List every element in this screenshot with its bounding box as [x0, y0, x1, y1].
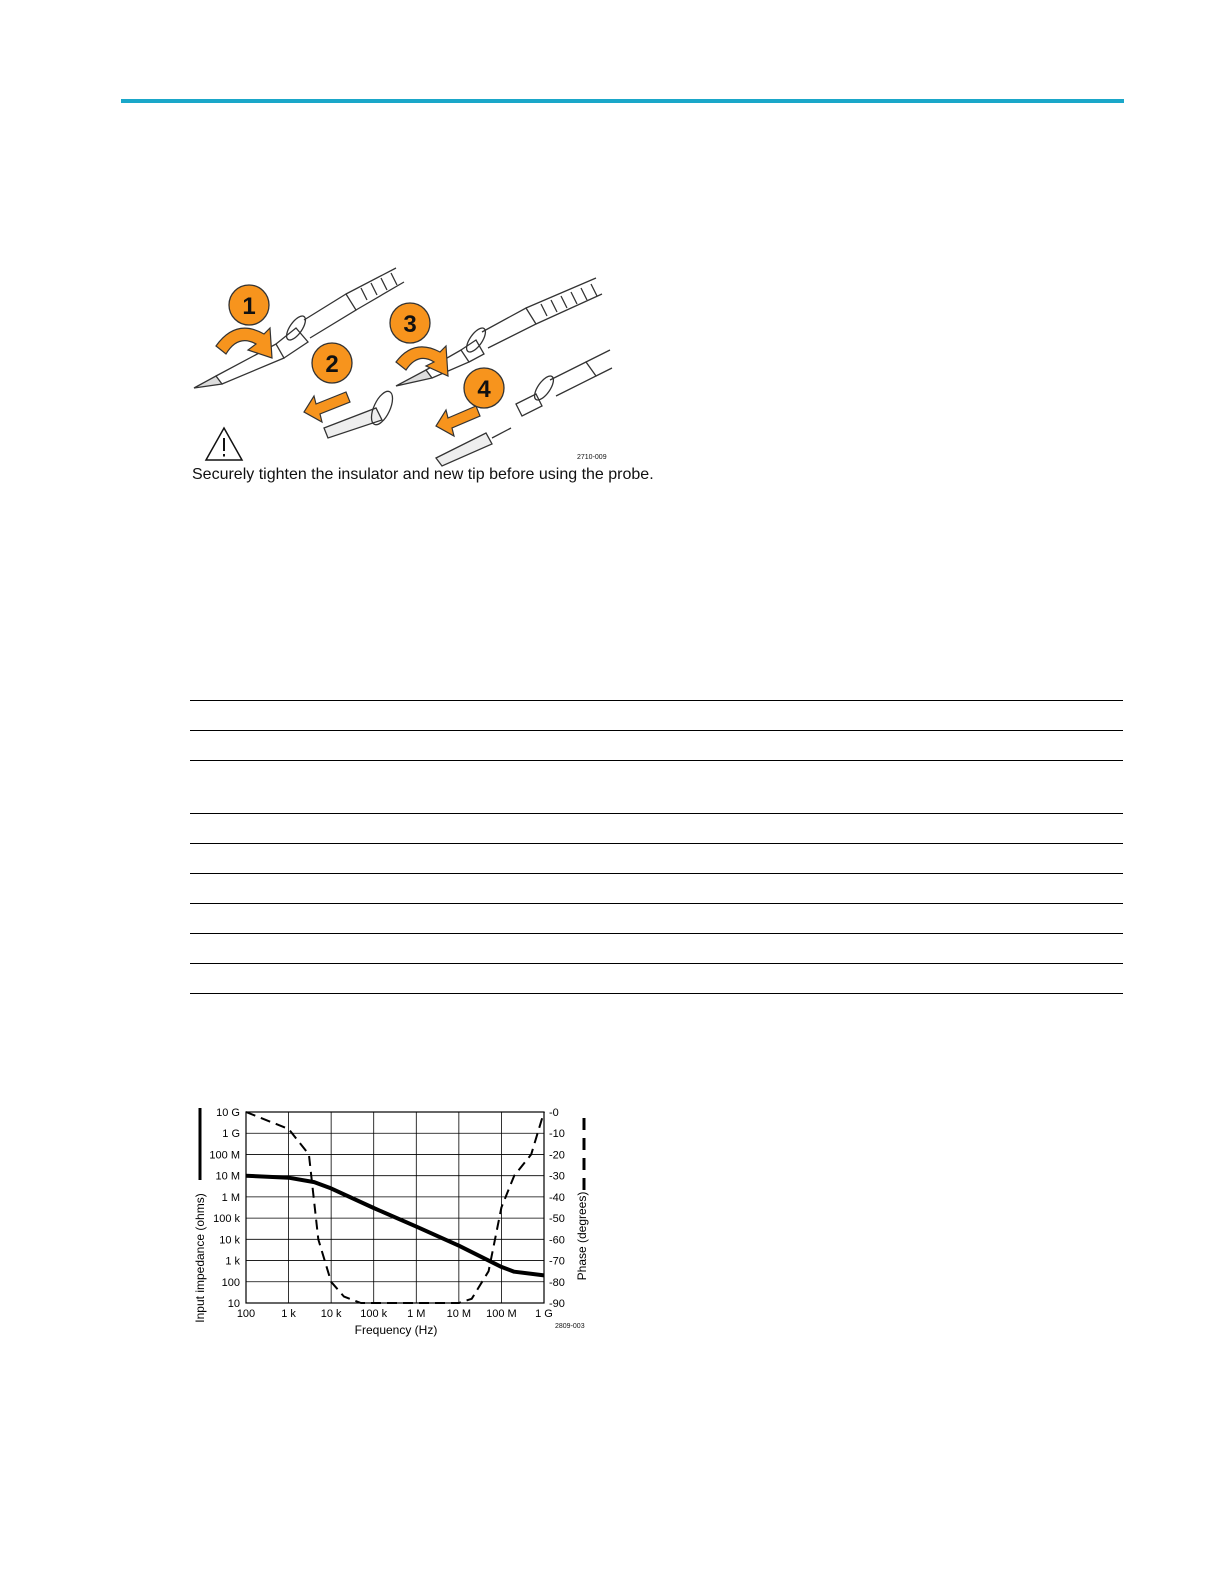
y-tick-label: 10 M — [215, 1170, 240, 1183]
y2-tick-label: -30 — [549, 1170, 565, 1183]
y2-tick-label: -70 — [549, 1255, 565, 1268]
plot-frame — [246, 1112, 544, 1303]
y-axis-title: Input impedance (ohms) — [193, 1193, 207, 1323]
warning-triangle-icon — [206, 428, 242, 460]
x-tick-label: 10 k — [320, 1308, 342, 1320]
y-tick-label: 10 — [227, 1298, 240, 1310]
figure-code: 2710-009 — [577, 454, 607, 461]
y-tick-label: 1 M — [221, 1191, 240, 1204]
table-row — [190, 760, 1123, 813]
y-tick-label: 100 M — [209, 1149, 240, 1162]
table-row — [190, 730, 1123, 760]
table-row — [190, 700, 1123, 730]
step-4-label: 4 — [477, 376, 491, 403]
table-row — [190, 873, 1123, 903]
y-tick-label: 100 — [221, 1276, 240, 1289]
x-axis-title: Frequency (Hz) — [354, 1323, 438, 1337]
probe-tip-figure — [186, 258, 654, 488]
table-row — [190, 903, 1123, 933]
y-tick-label: 10 G — [216, 1107, 240, 1119]
impedance-chart — [186, 1098, 606, 1343]
chart-svg — [186, 1098, 606, 1343]
table — [190, 700, 1123, 994]
y2-tick-label: -20 — [549, 1149, 565, 1162]
step-3-label: 3 — [403, 311, 417, 338]
x-tick-label: 10 M — [446, 1308, 472, 1320]
y2-tick-label: -40 — [549, 1191, 565, 1204]
y2-tick-label: -90 — [549, 1298, 565, 1310]
y-tick-label: 100 k — [213, 1213, 240, 1226]
probe-illustration — [186, 258, 616, 488]
y2-tick-label: -80 — [549, 1276, 565, 1289]
chart-figure-code: 2809-003 — [555, 1323, 585, 1330]
x-tick-label: 1 k — [281, 1308, 296, 1320]
y-tick-label: 1 k — [225, 1255, 240, 1268]
step-1-label: 1 — [242, 293, 256, 320]
y2-tick-label: -0 — [549, 1107, 559, 1119]
x-tick-label: 100 M — [486, 1308, 517, 1320]
phase-series-line — [246, 1112, 544, 1303]
y-tick-label: 1 G — [222, 1128, 240, 1141]
y-tick-label: 10 k — [219, 1234, 240, 1247]
table-row — [190, 813, 1123, 843]
y2-tick-label: -60 — [549, 1234, 565, 1247]
y2-tick-label: -10 — [549, 1128, 565, 1141]
x-tick-label: 1 M — [407, 1308, 426, 1320]
step-2-label: 2 — [325, 351, 339, 378]
x-tick-label: 100 k — [360, 1308, 388, 1320]
x-tick-label: 100 — [236, 1308, 256, 1320]
figure-caption: Securely tighten the insulator and new tip before using the probe. — [192, 466, 654, 483]
header-rule — [121, 99, 1124, 103]
table-row — [190, 933, 1123, 963]
table-row — [190, 963, 1123, 994]
table-row — [190, 843, 1123, 873]
x-tick-label: 1 G — [535, 1308, 553, 1320]
y2-tick-label: -50 — [549, 1213, 565, 1226]
y2-axis-title: Phase (degrees) — [575, 1191, 589, 1281]
